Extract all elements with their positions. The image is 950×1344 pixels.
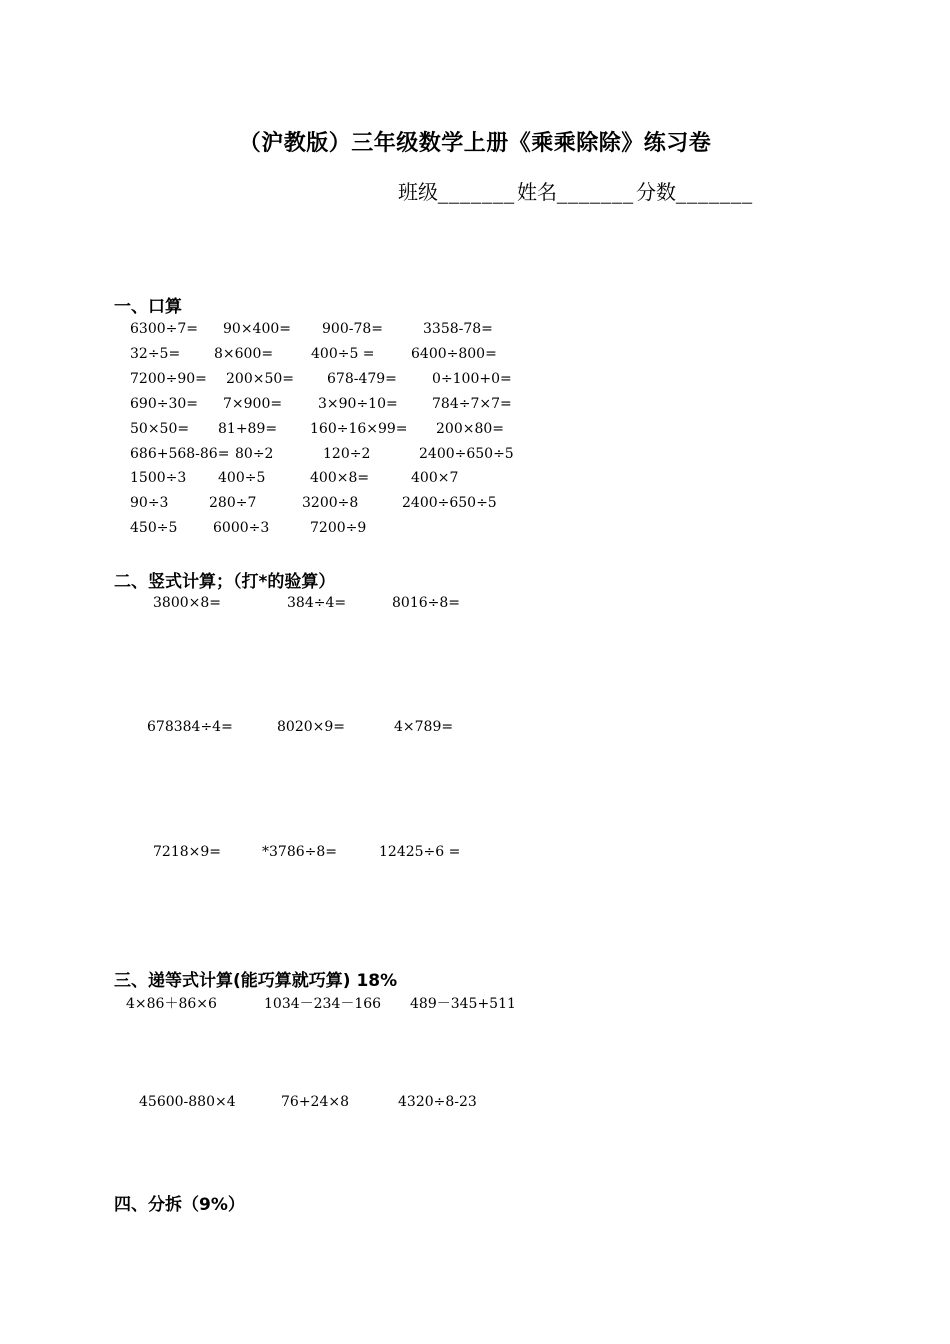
score-label: 分数	[636, 180, 676, 204]
oral-problem: 3×90÷10=	[318, 396, 398, 412]
oral-problem: 1500÷3	[130, 470, 187, 486]
stepwise-problem: 4×86＋86×6	[126, 996, 217, 1012]
oral-problem: 690÷30=	[130, 396, 198, 412]
stepwise-problem: 76+24×8	[281, 1094, 349, 1110]
section-3-heading: 三、递等式计算(能巧算就巧算) 18%	[114, 971, 398, 991]
oral-problem: 3358-78=	[423, 321, 493, 337]
oral-problem: 450÷5	[130, 520, 178, 536]
name-label: 姓名	[517, 180, 557, 204]
oral-problem: 0÷100+0=	[432, 371, 512, 387]
score-blank[interactable]: _______	[676, 180, 753, 204]
oral-problem: 280÷7	[209, 495, 257, 511]
oral-problem: 80÷2	[235, 446, 274, 462]
oral-problem: 8×600=	[214, 346, 274, 362]
oral-problem: 50×50=	[130, 421, 190, 437]
oral-problem: 678-479=	[327, 371, 397, 387]
oral-problem: 81+89=	[218, 421, 278, 437]
oral-problem: 7200÷9	[310, 520, 367, 536]
section-2-heading: 二、竖式计算；（打*的验算）	[114, 572, 336, 592]
vertical-problem: *3786÷8=	[262, 844, 337, 860]
stepwise-problem: 4320÷8-23	[398, 1094, 477, 1110]
vertical-problem: 4×789=	[394, 719, 454, 735]
class-blank[interactable]: _______	[438, 180, 515, 204]
oral-problem: 90×400=	[223, 321, 291, 337]
vertical-problem: 7218×9=	[153, 844, 221, 860]
vertical-problem: 384÷4=	[287, 595, 347, 611]
oral-problem: 90÷3	[130, 495, 169, 511]
oral-problem: 686+568-86=	[130, 446, 230, 462]
oral-problem: 6400÷800=	[411, 346, 497, 362]
oral-problem: 3200÷8	[302, 495, 359, 511]
oral-problem: 7200÷90=	[130, 371, 207, 387]
vertical-problem: 3800×8=	[153, 595, 221, 611]
stepwise-problem: 489－345+511	[410, 996, 516, 1012]
section-4-heading: 四、分拆（9%）	[114, 1195, 245, 1215]
oral-problem: 2400÷650÷5	[402, 495, 497, 511]
class-label: 班级	[398, 180, 438, 204]
page-title: （沪教版）三年级数学上册《乘乘除除》练习卷	[238, 131, 712, 156]
oral-problem: 900-78=	[322, 321, 383, 337]
vertical-problem: 8016÷8=	[392, 595, 460, 611]
oral-problem: 200×80=	[436, 421, 504, 437]
stepwise-problem: 45600-880×4	[139, 1094, 236, 1110]
oral-problem: 32÷5=	[130, 346, 181, 362]
section-1-heading: 一、口算	[114, 297, 182, 317]
oral-problem: 120÷2	[323, 446, 371, 462]
oral-problem: 7×900=	[223, 396, 283, 412]
oral-problem: 784÷7×7=	[432, 396, 512, 412]
student-info-line	[398, 176, 755, 205]
oral-problem: 2400÷650÷5	[419, 446, 514, 462]
oral-problem: 400×7	[411, 470, 459, 486]
stepwise-problem: 1034－234－166	[264, 996, 382, 1012]
oral-problem: 400÷5	[218, 470, 266, 486]
vertical-problem: 678384÷4=	[147, 719, 233, 735]
name-blank[interactable]: _______	[557, 180, 634, 204]
oral-problem: 400×8=	[310, 470, 370, 486]
oral-problem: 400÷5 =	[311, 346, 375, 362]
vertical-problem: 12425÷6 =	[379, 844, 461, 860]
oral-problem: 160÷16×99=	[310, 421, 408, 437]
oral-problem: 200×50=	[226, 371, 294, 387]
vertical-problem: 8020×9=	[277, 719, 345, 735]
oral-problem: 6000÷3	[213, 520, 270, 536]
oral-problem: 6300÷7=	[130, 321, 198, 337]
